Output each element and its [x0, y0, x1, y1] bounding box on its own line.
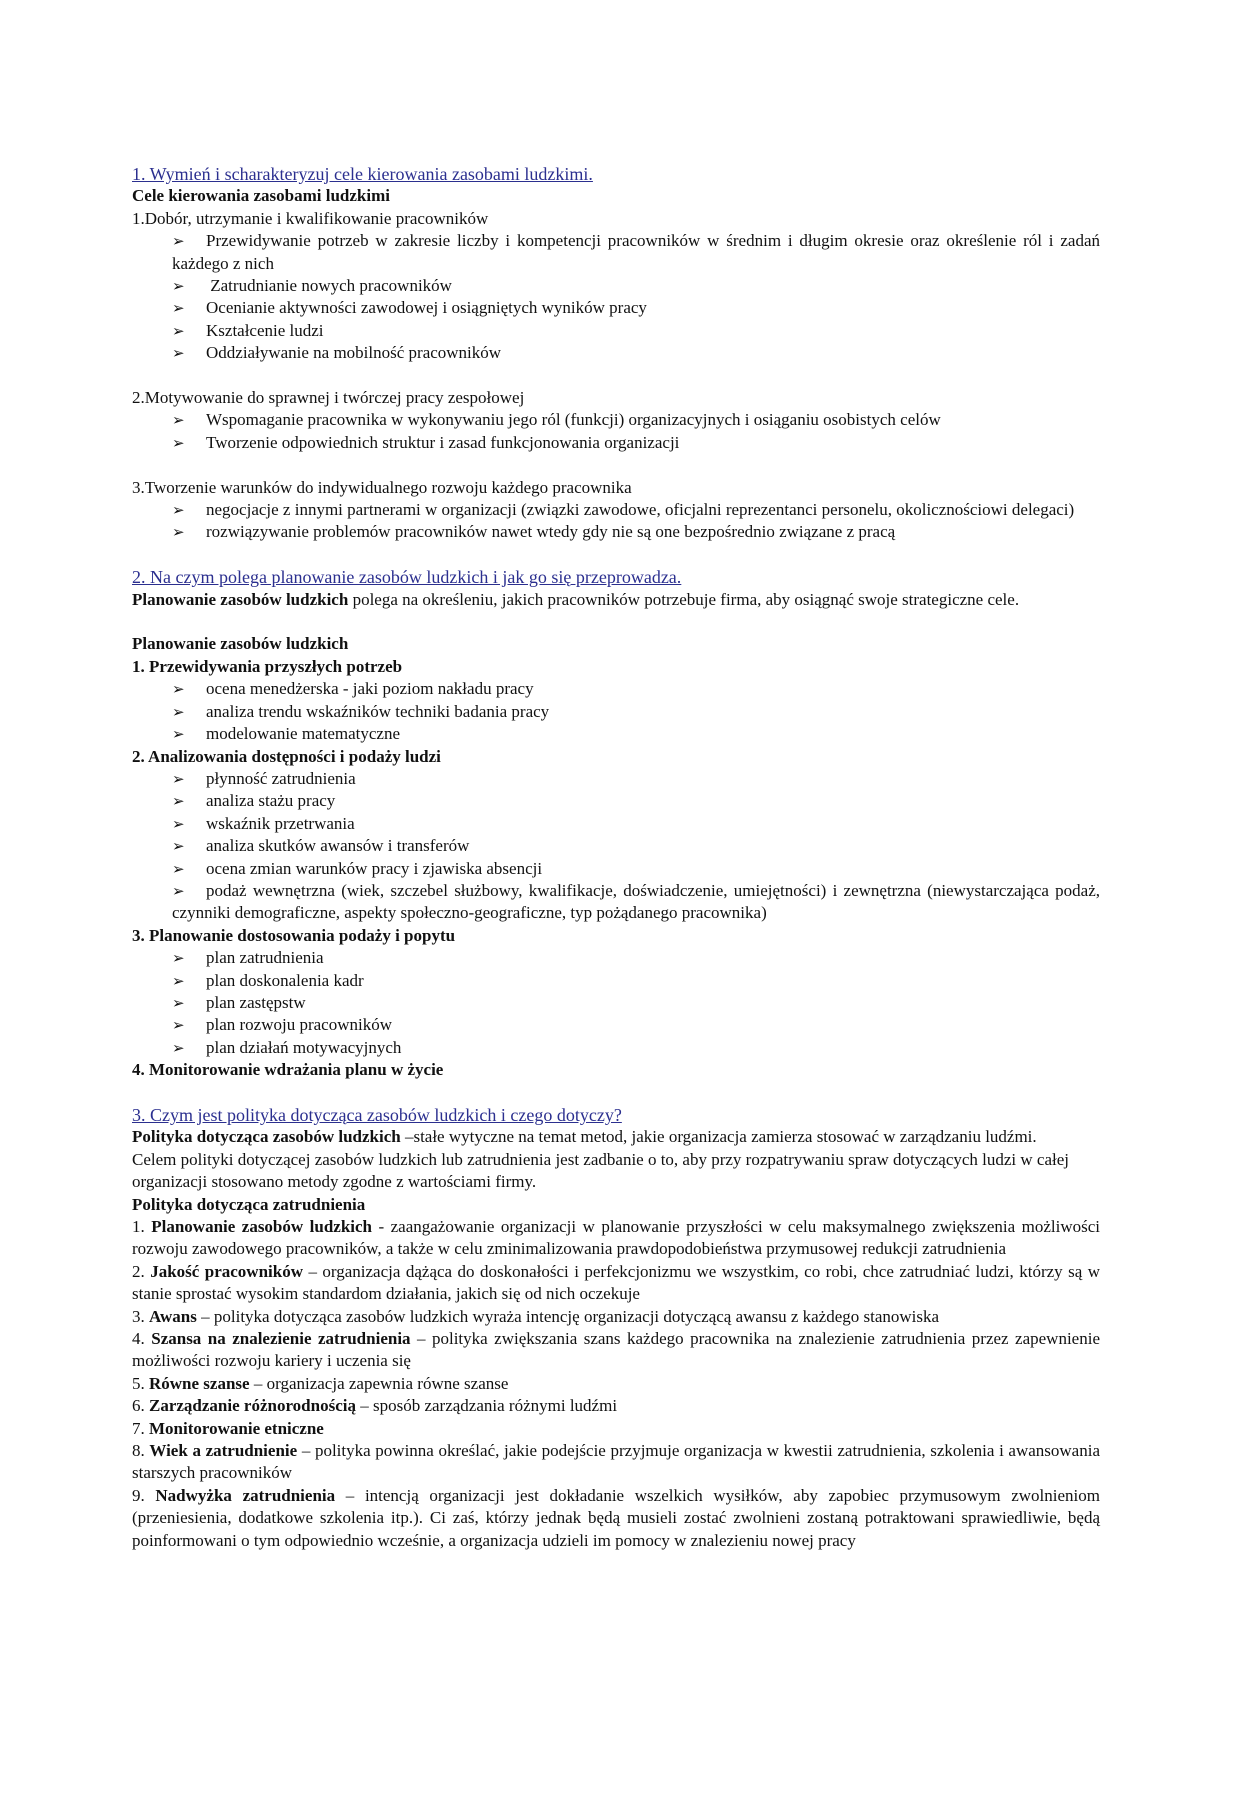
policy-name: Awans [149, 1306, 197, 1326]
bullet-item [172, 409, 1100, 431]
policy-text: – sposób zarządzania różnymi ludźmi [355, 1396, 618, 1416]
policy-name: Planowanie zasobów ludzkich [151, 1217, 372, 1237]
policy-item [132, 1261, 1100, 1306]
group-title: 3.Tworzenie warunków do indywidualnego rozwoju każdego pracownika [132, 477, 632, 497]
bullet-text: plan działań motywacyjnych [206, 1037, 402, 1057]
arrow-bullet-icon: ➢ [172, 344, 185, 363]
policy-text: – intencją organizacji jest dokładanie wszelkich wysiłków, aby zapobiec przymusowym zwolnieniom (przeniesienia, dodatkowe szkolenia itp.). Ci zaś, którzy jednak będą musieli zostać zwolnieni zostaną potraktowani sprawiedliwie, będą poinformowani o tym odpowiednio wcześnie, a organizacja udzieli im pomocy w znalezieniu nowej pracy [132, 1485, 1100, 1550]
policy-item [132, 1485, 1100, 1552]
definition-bold: Polityka dotycząca zasobów ludzkich [132, 1127, 401, 1147]
policy-num: 3. [132, 1306, 149, 1326]
bullet-text: Oddziaływanie na mobilność pracowników [206, 343, 502, 363]
bullet-text: analiza trendu wskaźników techniki badania pracy [206, 701, 550, 721]
policy-item [132, 1440, 1100, 1485]
intro-bold: Planowanie zasobów ludzkich [132, 589, 349, 609]
blank-line [132, 544, 1100, 566]
bullet-item [172, 1037, 1100, 1059]
policy-item [132, 1418, 1100, 1440]
bullet-item [172, 297, 1100, 319]
policy-name: Wiek a zatrudnienie [149, 1441, 298, 1461]
bullet-text: analiza stażu pracy [206, 791, 336, 811]
bullet-text: analiza skutków awansów i transferów [206, 836, 470, 856]
policy-text: - zaangażowanie organizacji w planowanie przyszłości w celu maksymalnego zwiększenia możliwości rozwoju zawodowego pracowników, a także w celu zminimalizowania prawdopodobieństwa przymusowej redukcji zatrudnienia [132, 1217, 1101, 1259]
group-title: 1. Przewidywania przyszłych potrzeb [132, 656, 403, 676]
bullet-item [172, 678, 1100, 700]
bullet-text: negocjacje z innymi partnerami w organizacji (związki zawodowe, oficjalni reprezentanci personelu, okolicznościowi delegaci) [206, 500, 1075, 520]
bullet-text: Kształcenie ludzi [206, 320, 324, 340]
policy-num: 4. [132, 1329, 152, 1349]
bullet-item [172, 790, 1100, 812]
bullet-text: modelowanie matematyczne [206, 724, 400, 744]
arrow-bullet-icon: ➢ [172, 680, 185, 699]
document-page [132, 163, 1100, 1552]
arrow-bullet-icon: ➢ [172, 321, 185, 340]
bullet-item [172, 521, 1100, 543]
blank-line [132, 611, 1100, 633]
arrow-bullet-icon: ➢ [172, 277, 185, 296]
bullet-item [172, 1014, 1100, 1036]
bullet-item [172, 768, 1100, 790]
group-title: 2.Motywowanie do sprawnej i twórczej pracy zespołowej [132, 388, 525, 408]
bullet-text: ocena zmian warunków pracy i zjawiska absencji [206, 858, 543, 878]
bullet-item [172, 320, 1100, 342]
arrow-bullet-icon: ➢ [172, 971, 185, 990]
policy-text: – organizacja dążąca do doskonałości i perfekcjonizmu we wszystkim, co robi, chce zatrudniać ludzi, którzy są w stanie sprostać wysokim standardom działania, jakich się od nich oczekuje [132, 1261, 1100, 1304]
bullet-item [172, 342, 1100, 364]
bullet-text: Wspomaganie pracownika w wykonywaniu jego ról (funkcji) organizacyjnych i osiąganiu osobistych celów [206, 410, 941, 430]
policy-name: Monitorowanie etniczne [149, 1418, 324, 1438]
group-title: 1.Dobór, utrzymanie i kwalifikowanie pracowników [132, 208, 489, 228]
policy-item [132, 1373, 1100, 1395]
policy-item [132, 1306, 1100, 1328]
arrow-bullet-icon: ➢ [172, 837, 185, 856]
section-1-subtitle: Cele kierowania zasobami ludzkimi [132, 186, 390, 206]
bullet-text: plan rozwoju pracowników [206, 1015, 393, 1035]
policy-name: Równe szanse [149, 1373, 250, 1393]
section-3-definition [132, 1126, 1100, 1148]
bullet-item [172, 835, 1100, 857]
arrow-bullet-icon: ➢ [172, 769, 185, 788]
arrow-bullet-icon: ➢ [172, 1038, 185, 1057]
policy-name: Szansa na znalezienie zatrudnienia [151, 1329, 411, 1349]
policy-item [132, 1216, 1100, 1261]
bullet-text: plan zatrudnienia [206, 948, 324, 968]
bullet-text: rozwiązywanie problemów pracowników nawet wtedy gdy nie są one bezpośrednio związane z pracą [206, 522, 896, 542]
arrow-bullet-icon: ➢ [172, 501, 185, 520]
blank-line [132, 454, 1100, 476]
bullet-text: Przewidywanie potrzeb w zakresie liczby i kompetencji pracowników w średnim i długim okresie oraz określenie ról i zadań każdego z nich [172, 231, 1100, 273]
group-title: 2. Analizowania dostępności i podaży ludzi [132, 746, 441, 766]
bullet-item [172, 970, 1100, 992]
arrow-bullet-icon: ➢ [172, 411, 185, 430]
group-title: 4. Monitorowanie wdrażania planu w życie [132, 1060, 444, 1080]
intro-text: polega na określeniu, jakich pracowników potrzebuje firma, aby osiągnąć swoje strategiczne cele. [348, 589, 1020, 609]
policy-num: 5. [132, 1373, 149, 1393]
section-3-subtitle: Polityka dotycząca zatrudnienia [132, 1194, 366, 1214]
bullet-item [172, 499, 1100, 521]
arrow-bullet-icon: ➢ [172, 232, 185, 251]
arrow-bullet-icon: ➢ [172, 814, 185, 833]
bullet-text: plan doskonalenia kadr [206, 970, 364, 990]
section-2-intro [132, 589, 1100, 611]
policy-num: 9. [132, 1485, 156, 1505]
policy-text: – polityka zwiększania szans każdego pracownika na znalezienie zatrudnienia przez zapewnienie możliwości rozwoju kariery i uczenia się [132, 1329, 1100, 1371]
section-3-heading[interactable]: 3. Czym jest polityka dotycząca zasobów ludzkich i czego dotyczy? [132, 1104, 622, 1125]
arrow-bullet-icon: ➢ [172, 1016, 185, 1035]
policy-text: – organizacja zapewnia równe szanse [249, 1373, 509, 1393]
bullet-text: plan zastępstw [206, 992, 306, 1012]
bullet-item [172, 880, 1100, 925]
blank-line [132, 1082, 1100, 1104]
policy-num: 7. [132, 1418, 149, 1438]
arrow-bullet-icon: ➢ [172, 792, 185, 811]
blank-line [132, 365, 1100, 387]
arrow-bullet-icon: ➢ [172, 725, 185, 744]
bullet-text: Zatrudnianie nowych pracowników [206, 276, 452, 296]
arrow-bullet-icon: ➢ [172, 859, 185, 878]
policy-num: 2. [132, 1261, 151, 1281]
bullet-item [172, 275, 1100, 297]
bullet-text: płynność zatrudnienia [206, 768, 356, 788]
policy-item [132, 1328, 1100, 1373]
bullet-item [172, 723, 1100, 745]
bullet-item [172, 701, 1100, 723]
arrow-bullet-icon: ➢ [172, 299, 185, 318]
policy-text: – polityka dotycząca zasobów ludzkich wyraża intencję organizacji dotyczącą awansu z każdego stanowiska [196, 1306, 940, 1326]
policy-num: 6. [132, 1396, 149, 1416]
group-title: 3. Planowanie dostosowania podaży i popytu [132, 925, 456, 945]
section-2-subtitle: Planowanie zasobów ludzkich [132, 634, 349, 654]
section-3-goal: Celem polityki dotyczącej zasobów ludzkich lub zatrudnienia jest zadbanie o to, aby przy rozpatrywaniu spraw dotyczących ludzi w całej organizacji stosowano metody zgodne z wartościami firmy. [132, 1149, 1070, 1192]
definition-text: –stałe wytyczne na temat metod, jakie organizacja zamierza stosować w zarządzaniu ludźmi. [400, 1127, 1037, 1147]
bullet-item [172, 858, 1100, 880]
bullet-text: podaż wewnętrzna (wiek, szczebel służbowy, kwalifikacje, doświadczenie, umiejętności) i zewnętrzna (niewystarczająca podaż, czynniki demograficzne, aspekty społeczno-geograficzne, typ pożądanego pracownika) [172, 880, 1100, 923]
section-2-heading[interactable]: 2. Na czym polega planowanie zasobów ludzkich i jak go się przeprowadza. [132, 567, 682, 588]
policy-item [132, 1395, 1100, 1417]
bullet-item [172, 947, 1100, 969]
bullet-text: wskaźnik przetrwania [206, 813, 355, 833]
bullet-text: Tworzenie odpowiednich struktur i zasad funkcjonowania organizacji [206, 432, 680, 452]
arrow-bullet-icon: ➢ [172, 523, 185, 542]
arrow-bullet-icon: ➢ [172, 702, 185, 721]
arrow-bullet-icon: ➢ [172, 993, 185, 1012]
policy-num: 8. [132, 1441, 150, 1461]
bullet-item [172, 230, 1100, 275]
section-1-heading[interactable]: 1. Wymień i scharakteryzuj cele kierowania zasobami ludzkimi. [132, 164, 593, 184]
bullet-text: ocena menedżerska - jaki poziom nakładu pracy [206, 679, 534, 699]
policy-name: Zarządzanie różnorodnością [149, 1396, 356, 1416]
policy-name: Nadwyżka zatrudnienia [155, 1485, 336, 1505]
bullet-item [172, 813, 1100, 835]
arrow-bullet-icon: ➢ [172, 433, 185, 452]
bullet-text: Ocenianie aktywności zawodowej i osiągniętych wyników pracy [206, 298, 647, 318]
bullet-item [172, 992, 1100, 1014]
arrow-bullet-icon: ➢ [172, 949, 185, 968]
policy-text: – polityka powinna określać, jakie podejście przyjmuje organizacja w kwestii zatrudnienia, szkolenia i awansowania starszych pracowników [132, 1441, 1101, 1483]
bullet-item [172, 432, 1100, 454]
arrow-bullet-icon: ➢ [172, 881, 185, 900]
policy-name: Jakość pracowników [150, 1261, 303, 1281]
policy-num: 1. [132, 1217, 152, 1237]
